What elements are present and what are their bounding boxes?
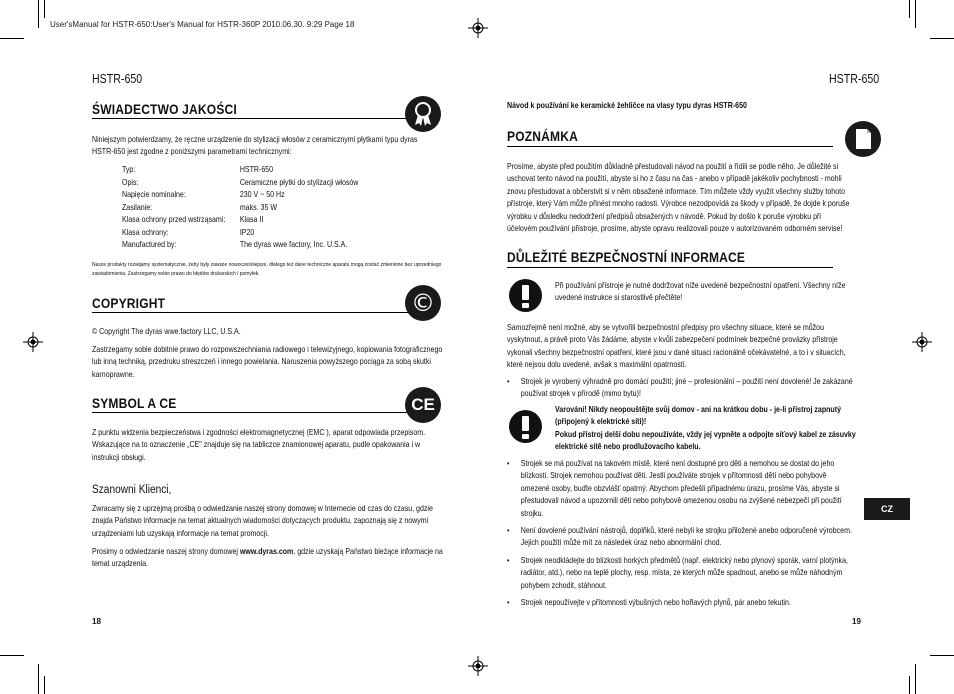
quality-seal-icon	[405, 96, 441, 132]
crop-mark	[38, 664, 39, 694]
spec-value: Ceramiczne płytki do stylizacji włosów	[239, 177, 359, 187]
spec-row	[122, 214, 406, 227]
crop-mark	[909, 676, 910, 694]
page-number-right: 19	[852, 617, 861, 626]
greeting: Szanowni Klienci,	[92, 484, 172, 496]
spec-value: Klasa II	[239, 215, 264, 224]
registration-mark-icon	[468, 18, 488, 38]
website-paragraph-2-end: , gdzie uzyskają Państwo bieżące informacje na temat urządzenia.	[92, 547, 443, 569]
spec-row	[122, 164, 406, 177]
quality-intro: Niniejszym potwierdzamy, że ręczne urządzenie do stylizacji włosów z ceramicznymi płytkami typu dyras HSTR-650 jest zgodne z poniższymi parametrami technicznymi:	[92, 135, 418, 157]
list-item: • Není dovolené používání nástrojů, doplňků, které nebyli ke strojku přiložené anebo odporučené výrobcem. Jejich použití může mít za následek úraz nebo abnormální chod.	[507, 525, 854, 550]
copyright-title: COPYRIGHT	[92, 295, 166, 311]
crop-mark	[915, 664, 916, 694]
page-number-left: 18	[92, 617, 101, 626]
safety-warning: Při používání přístroje je nutné dodržovat níže uvedené bezpečnostní opatření. Všechny níže uvedené instrukce si starostlivě přečtěte!	[555, 281, 846, 303]
quality-title: ŚWIADECTWO JAKOŚCI	[92, 101, 237, 117]
note-text: Prosíme, abyste před použitím důkladně přestudovali návod na použití a řídili se podle něho. Je důležité si uschovat tento návod na použití, abyste si ho z času na čas - anebo v případě jakékoliv pochybnosti - mohli znovu přestudovat a občerstvit si v něm obsažené informace. Tím můžete vždy využít všechny služby tohoto přístroje, který Vám může přinést mnoho radosti. Výrobce nezodpovídá za škody v případě, že dojde k poruše výrobku v důsledku nedodržení předpisů obsažených v návodě. Pokud by došlo k poruše výrobku při účelovém používání přístroje, prosíme, abyste opravu realizovali pouze v autorizovaném odborném servise!	[507, 162, 850, 234]
website-link[interactable]: www.dyras.com	[239, 547, 294, 556]
spec-key: Klasa ochrony przed wstrząsami:	[122, 215, 226, 224]
warning-text-2: Pokud přístroj delší dobu nepoužíváte, vždy jej vypněte a odpojte síťový kabel ze zásuvky elektrické sítě nebo prodlužovacího kabelu.	[555, 429, 856, 452]
spec-row	[122, 227, 406, 240]
divider	[92, 118, 410, 119]
registration-mark-icon	[468, 656, 488, 676]
spec-value: HSTR-650	[239, 165, 274, 174]
spec-row	[122, 177, 406, 190]
ce-mark-icon	[405, 387, 441, 423]
bullet-list-2	[507, 458, 854, 614]
spec-key: Manufactured by:	[122, 240, 177, 249]
spec-key: Zasilanie:	[122, 202, 153, 212]
language-tab-cz[interactable]: CZ	[864, 498, 910, 520]
warning-never-leave	[555, 404, 856, 454]
list-item: • Strojek neodkládejte do blízkosti horkých předmětů (např. elektrický nebo plynový sporák, varní plotýnka, radiátor, atd.), nebo na teplé plochy, resp. místa, ze kterých může spadnout, anebo se může náhodným pohybem zchodit, stáhnout.	[507, 555, 854, 592]
spec-value: The dyras wwe factory, Inc. U.S.A.	[239, 240, 348, 249]
document-icon	[845, 121, 881, 157]
warning-icon	[509, 279, 542, 312]
crop-mark	[930, 655, 954, 656]
divider	[92, 412, 410, 413]
copyright-line: © Copyright The dyras wwe.factory LLC, U.S.A.	[92, 327, 241, 336]
spec-key: Opis:	[122, 177, 139, 187]
model-label-left: HSTR-650	[92, 72, 143, 86]
spec-value: IP20	[239, 227, 255, 237]
spec-key: Typ:	[122, 165, 136, 174]
spec-key: Napięcie nominalne:	[122, 190, 186, 199]
website-paragraph-2	[92, 546, 445, 571]
warning-icon	[509, 410, 542, 443]
instructions-heading: Návod k používání ke keramické žehličce na vlasy typu dyras HSTR-650	[507, 101, 747, 110]
spec-value: 230 V ~ 50 Hz	[239, 190, 285, 199]
safety-title: DŮLEŽITÉ BEZPEČNOSTNÍ INFORMACE	[507, 249, 746, 265]
bullet-list-1	[507, 376, 854, 406]
spec-row	[122, 239, 406, 252]
copyright-text: Zastrzegamy sobie dobitnie prawo do rozpowszechniania radiowego i telewizyjnego, kopiowania fotograficznego lub inną techniką, przedruku streszczeń i innego powielania. Naruszenia powyższego pociąga za sobą skutki karnoprawne.	[92, 345, 443, 379]
website-paragraph-2-text: Prosimy o odwiedzanie naszej strony domowej	[92, 547, 240, 556]
crop-mark	[909, 0, 910, 18]
divider	[92, 312, 410, 313]
list-item: • Strojek se má používat na takovém místě, které není dostupné pro děti a nemohou se dostat do jeho blízkosti. Strojek nemohou používat děti. Jestli používáte strojek v přítomnosti dětí nebo pohybově omezené osoby, buďte obzvlášť opatrný. Abychom předešli případnému úrazu, prosíme Vás, abyste si přestudovali návod a upozornili děti nebo pohybově omezenou osobu na zvýšené nebezpečí při použití strojku.	[507, 458, 854, 520]
quality-note: Nasze produkty rozwijamy systematycznie, żeby były zawsze nowocześniejsze, dlatego też dane techniczne aparatu mogą zostać zmienione bez uprzedniego zawiadomienia. Zastrzegamy sobie prawo do błędów drukarskich i pomyłek.	[92, 262, 442, 277]
divider	[507, 267, 833, 268]
crop-mark	[0, 655, 24, 656]
divider	[507, 146, 833, 147]
list-item: • Strojek je vyrobený výhradně pro domácí použití; jiné – profesionální – použití není dovolené! Je zakázané používat strojek v přírodě (mimo bytu)!	[507, 376, 854, 401]
spec-row	[122, 189, 406, 202]
list-item: • Strojek nepoužívejte v přítomnosti výbušných nebo hořlavých plynů, pár anebo tekutin.	[507, 597, 854, 609]
ce-glyph: CE	[411, 395, 435, 414]
crop-mark	[930, 38, 954, 39]
crop-mark	[0, 38, 24, 39]
registration-mark-icon	[912, 332, 932, 352]
warning-text-1: Varování! Nikdy neopouštějte svůj domov - ani na krátkou dobu - je-li přístroj zapnutý (připojený k elektrické síti)!	[555, 405, 842, 427]
crop-mark	[44, 676, 45, 694]
note-title: POZNÁMKA	[507, 128, 578, 144]
spec-value: maks. 35 W	[239, 202, 278, 212]
spec-key: Klasa ochrony:	[122, 227, 169, 237]
crop-mark	[915, 0, 916, 28]
copyright-icon	[405, 285, 441, 321]
copyright-glyph: ©	[411, 289, 435, 317]
registration-mark-icon	[23, 332, 43, 352]
model-label-right: HSTR-650	[829, 72, 880, 86]
ce-title: SYMBOL A CE	[92, 395, 177, 411]
spec-row	[122, 202, 406, 215]
safety-text: Samozřejmě není možné, aby se vytvořili bezpečnostní předpisy pro všechny situace, které se můžou vyskytnout, a právě proto Vás žádáme, abyste v kvůli zabezpečení podmínek bezpečné provázky přístroje vykonali všechny bezpečnostní opatření, které jsou v dané situaci racionálně očekávatelné, a to i v situacích, které nejsou dolu uvedené, avšak s maximální opatrností.	[507, 323, 846, 370]
crop-mark	[38, 0, 39, 28]
ce-text: Z punktu widzenia bezpieczeństwa i zgodności elektromagnetycznej (EMC ), aparat odpowiada przepisom. Wskazujące na to oznaczenie „CE" znajduje się na tabliczce znamionowej aparatu, pudle opakowania i w instrukcji obsługi.	[92, 428, 426, 462]
website-paragraph: Zwracamy się z uprzejmą prośbą o odwiedzanie naszej strony domowej w Internecie od czas do czasu, gdzie znajda Państwo informacje na temat aktualnych wiadomości dotyczących produktu, zapoznają się z nowymi urządzeniami lub uzyskają informacje na temat promocji.	[92, 504, 433, 538]
crop-mark	[44, 0, 45, 18]
print-slug: User'sManual for HSTR-650:User's Manual for HSTR-360P 2010.06.30. 9:29 Page 18	[50, 20, 355, 29]
spec-table	[122, 164, 406, 252]
